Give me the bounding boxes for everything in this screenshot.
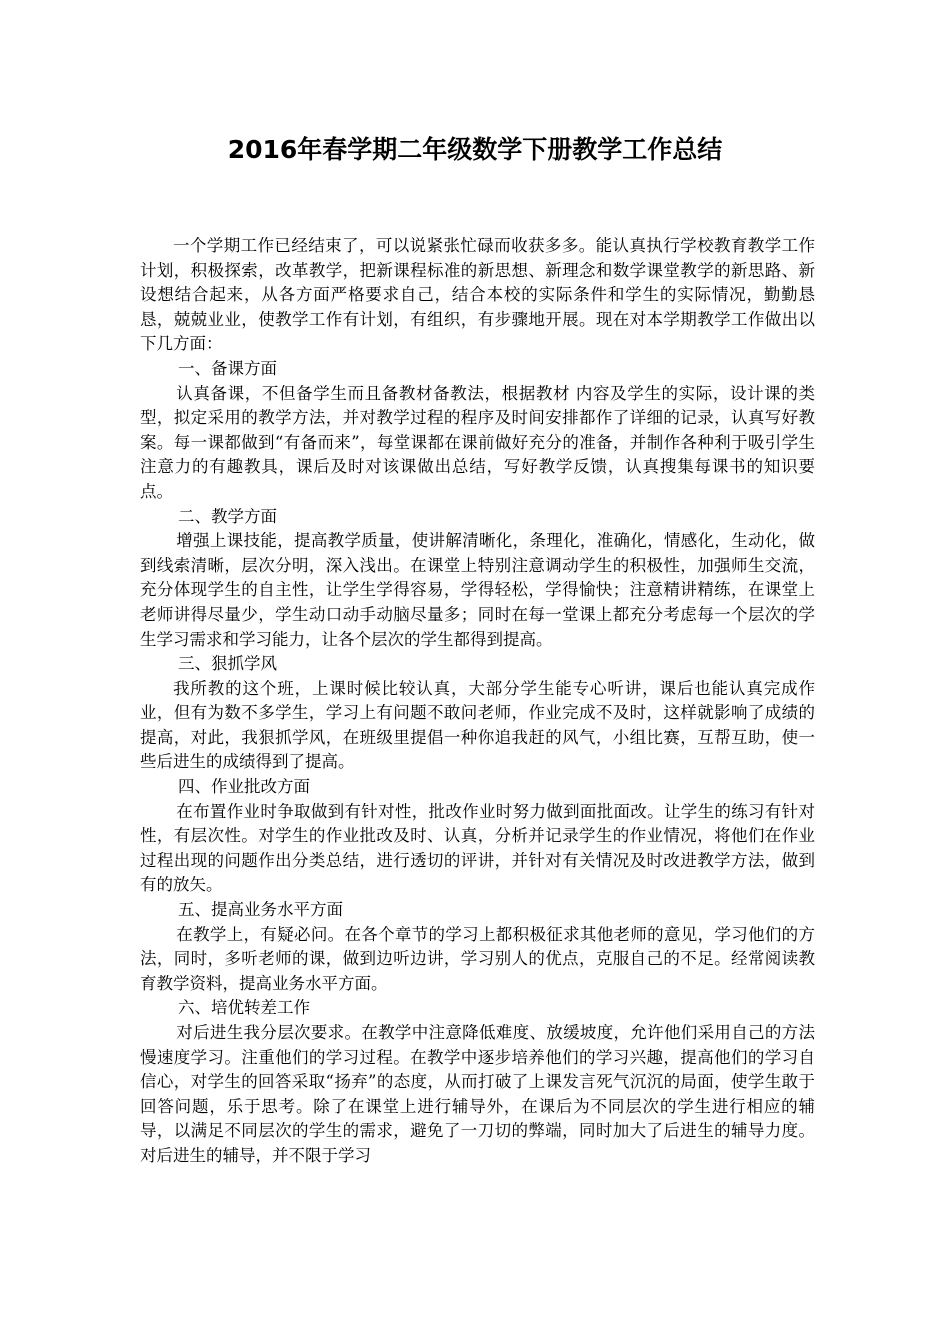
document-title: 2016年春学期二年级数学下册教学工作总结: [227, 135, 723, 164]
section-text-lesson-prep: 认真备课，不但备学生而且备教材备教法，根据教材 内容及学生的实际，设计课的类型，拟定采用的教学方法，并对教学过程的程序及时间安排都作了详细的记录，认真写好教案。每一课都做到“有备而来”，每堂课都在课前做好充分的准备，并制作各种利于吸引学生注意力的有趣教具，课后及时对该课做出总结，写好教学反馈，认真搜集每课书的知识要点。: [140, 383, 815, 501]
section-text-professional-growth: 在教学上，有疑必问。在各个章节的学习上都积极征求其他老师的意见，学习他们的方法，同时，多听老师的课，做到边听边讲，学习别人的优点，克服自己的不足。经常阅读教育教学资料，提高业务水平方面。: [140, 924, 815, 993]
section-text-student-support: 对后进生我分层次要求。在教学中注意降低难度、放缓坡度，允许他们采用自己的方法慢速度学习。注重他们的学习过程。在教学中逐步培养他们的学习兴趣，提高他们的学习自信心，对学生的回答采取“扬弃”的态度，从而打破了上课发言死气沉沉的局面，使学生敢于回答问题，乐于思考。除了在课堂上进行辅导外，在课后为不同层次的学生进行相应的辅导，以满足不同层次的学生的需求，避免了一刀切的弊端，同时加大了后进生的辅导力度。对后进生的辅导，并不限于学习: [140, 1023, 815, 1165]
section-text-study-habits: 我所教的这个班，上课时候比较认真，大部分学生能专心听讲，课后也能认真完成作业，但有为数不多学生，学习上有问题不敢问老师，作业完成不及时，这样就影响了成绩的提高，对此，我狠抓学风，在班级里提倡一种你追我赶的风气，小组比赛，互帮互助，使一些后进生的成绩得到了提高。: [140, 678, 815, 772]
section-heading-homework: 四、作业批改方面: [177, 777, 310, 797]
intro-paragraph: 一个学期工作已经结束了，可以说紧张忙碌而收获多多。能认真执行学校教育教学工作计划，积极探索，改革教学，把新课程标准的新思想、新理念和数学课堂教学的新思路、新设想结合起来，从各方面严格要求自己，结合本校的实际条件和学生的实际情况，勤勤恳恳，兢兢业业，使教学工作有计划，有组织，有步骤地开展。现在对本学期教学工作做出以下几方面：: [140, 236, 815, 354]
section-text-teaching: 增强上课技能，提高教学质量，使讲解清晰化，条理化，准确化，情感化，生动化，做到线索清晰，层次分明，深入浅出。在课堂上特别注意调动学生的积极性，加强师生交流，充分体现学生的自主性，让学生学得容易，学得轻松，学得愉快；注意精讲精练，在课堂上老师讲得尽量少，学生动口动手动脑尽量多；同时在每一堂课上都充分考虑每一个层次的学生学习需求和学习能力，让各个层次的学生都得到提高。: [140, 531, 815, 649]
section-heading-teaching: 二、教学方面: [177, 506, 277, 526]
section-heading-lesson-prep: 一、备课方面: [177, 358, 277, 378]
section-heading-study-habits: 三、狠抓学风: [177, 654, 277, 674]
section-heading-professional-growth: 五、提高业务水平方面: [177, 900, 343, 920]
section-text-homework: 在布置作业时争取做到有针对性，批改作业时努力做到面批面改。让学生的练习有针对性，有层次性。对学生的作业批改及时、认真，分析并记录学生的作业情况，将他们在作业过程出现的问题作出分类总结，进行透切的评讲，并针对有关情况及时改进教学方法，做到有的放矢。: [140, 801, 815, 895]
section-heading-student-support: 六、培优转差工作: [177, 998, 310, 1018]
document-body: [140, 234, 815, 1169]
